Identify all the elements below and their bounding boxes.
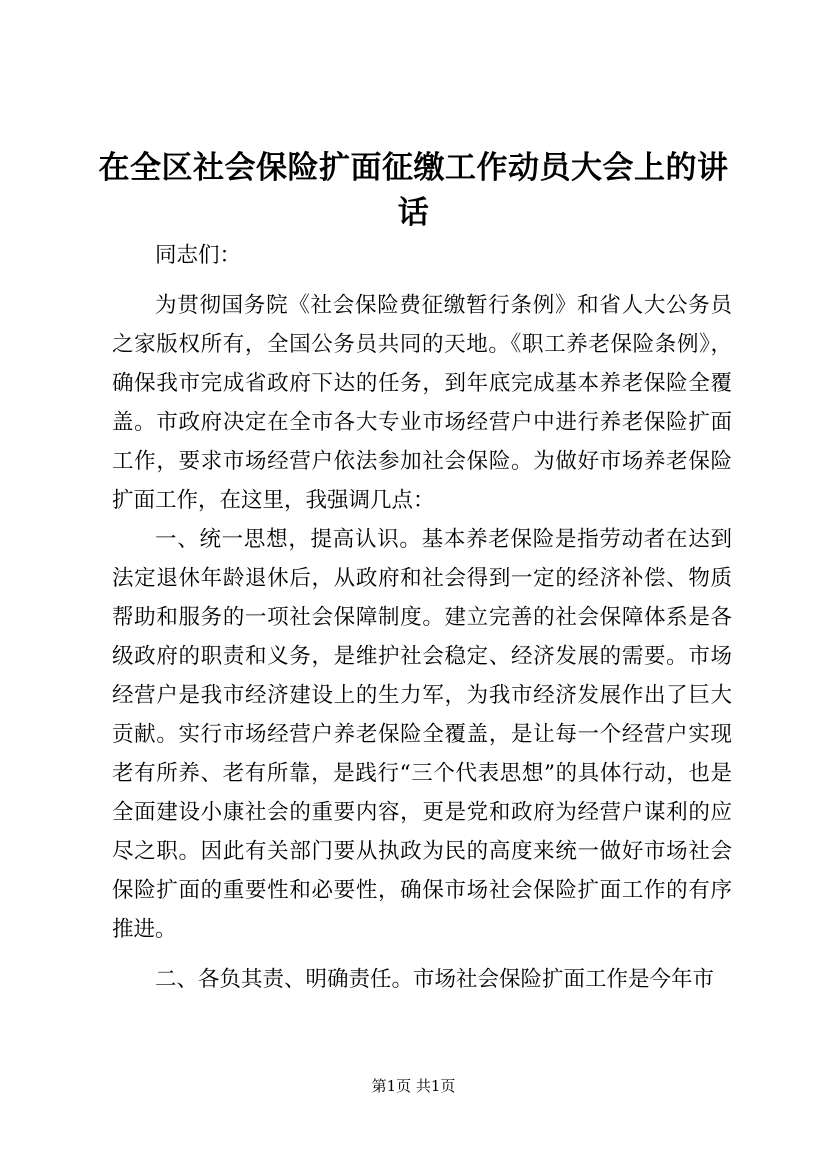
paragraph-2: 一、统一思想，提高认识。基本养老保险是指劳动者在达到法定退休年龄退休后，从政府和社会得到一定的经济补偿、物质帮助和服务的一项社会保障制度。建立完善的社会保障体系是各级政府的职责和义务，是维护社会稳定、经济发展的需要。市场经营户是我市经济建设上的生力军，为我市经济发展作出了巨大贡献。实行市场经营户养老保险全覆盖，是让每一个经营户实现老有所养、老有所靠，是践行“三个代表思想”的具体行动，也是全面建设小康社会的重要内容，更是党和政府为经营户谋利的应尽之职。因此有关部门要从执政为民的高度来统一做好市场社会保险扩面的重要性和必要性，确保市场社会保险扩面工作的有序推进。 — [112, 527, 732, 942]
paragraph-3: 二、各负其责、明确责任。市场社会保险扩面工作是今年市 — [155, 967, 715, 992]
document-body — [112, 236, 732, 999]
paragraph-1: 为贯彻国务院《社会保险费征缴暂行条例》和省人大公务员之家版权所有，全国公务员共同的天地。《职工养老保险条例》，确保我市完成省政府下达的任务，到年底完成基本养老保险全覆盖。市政府决定在全市各大专业市场经营户中进行养老保险扩面工作，要求市场经营户依法参加社会保险。为做好市场养老保险扩面工作，在这里，我强调几点： — [112, 293, 732, 513]
document-title: 在全区社会保险扩面征缴工作动员大会上的讲话 — [98, 150, 729, 231]
salutation: 同志们： — [155, 243, 242, 268]
page-number-footer: 第1页 共1页 — [371, 1077, 456, 1095]
